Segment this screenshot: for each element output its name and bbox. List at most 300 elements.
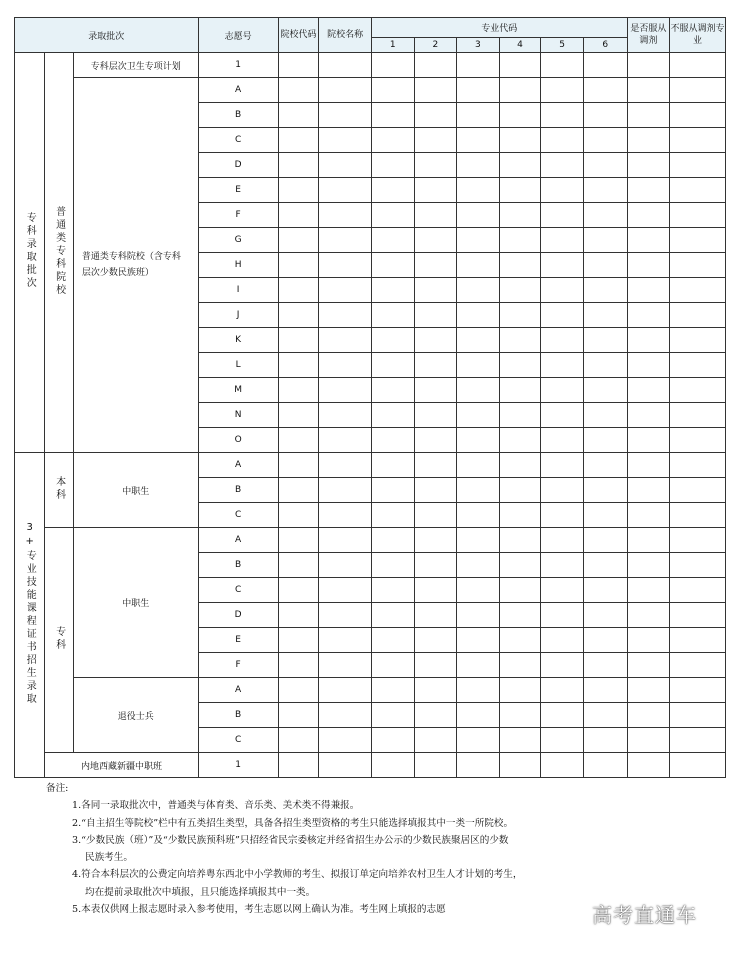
input-cell[interactable] bbox=[583, 553, 627, 578]
input-cell[interactable] bbox=[583, 478, 627, 503]
input-cell[interactable] bbox=[414, 728, 457, 753]
input-cell[interactable] bbox=[627, 528, 670, 553]
input-cell[interactable] bbox=[583, 678, 627, 703]
input-cell[interactable] bbox=[319, 328, 372, 353]
input-cell[interactable] bbox=[414, 328, 457, 353]
input-cell[interactable] bbox=[278, 728, 319, 753]
input-cell[interactable] bbox=[499, 228, 541, 253]
input-cell[interactable] bbox=[541, 628, 584, 653]
input-cell[interactable] bbox=[319, 653, 372, 678]
input-cell[interactable] bbox=[627, 503, 670, 528]
input-cell[interactable] bbox=[278, 78, 319, 103]
input-cell[interactable] bbox=[457, 528, 500, 553]
input-cell[interactable] bbox=[414, 353, 457, 378]
input-cell[interactable] bbox=[457, 228, 500, 253]
input-cell[interactable] bbox=[457, 203, 500, 228]
input-cell[interactable] bbox=[670, 128, 726, 153]
input-cell[interactable] bbox=[278, 678, 319, 703]
input-cell[interactable] bbox=[541, 53, 584, 78]
input-cell[interactable] bbox=[414, 753, 457, 778]
input-cell[interactable] bbox=[541, 103, 584, 128]
input-cell[interactable] bbox=[371, 628, 414, 653]
input-cell[interactable] bbox=[541, 253, 584, 278]
input-cell[interactable] bbox=[627, 253, 670, 278]
input-cell[interactable] bbox=[583, 328, 627, 353]
input-cell[interactable] bbox=[457, 728, 500, 753]
input-cell[interactable] bbox=[670, 328, 726, 353]
input-cell[interactable] bbox=[371, 128, 414, 153]
input-cell[interactable] bbox=[541, 578, 584, 603]
input-cell[interactable] bbox=[670, 203, 726, 228]
input-cell[interactable] bbox=[319, 178, 372, 203]
input-cell[interactable] bbox=[627, 228, 670, 253]
input-cell[interactable] bbox=[627, 453, 670, 478]
input-cell[interactable] bbox=[670, 653, 726, 678]
input-cell[interactable] bbox=[541, 678, 584, 703]
input-cell[interactable] bbox=[670, 703, 726, 728]
input-cell[interactable] bbox=[414, 428, 457, 453]
input-cell[interactable] bbox=[457, 278, 500, 303]
wish-letter: B bbox=[198, 478, 278, 503]
input-cell[interactable] bbox=[541, 528, 584, 553]
input-cell[interactable] bbox=[670, 753, 726, 778]
input-cell[interactable] bbox=[319, 703, 372, 728]
input-cell[interactable] bbox=[319, 78, 372, 103]
input-cell[interactable] bbox=[371, 703, 414, 728]
input-cell[interactable] bbox=[278, 703, 319, 728]
input-cell[interactable] bbox=[278, 553, 319, 578]
input-cell[interactable] bbox=[583, 353, 627, 378]
input-cell[interactable] bbox=[627, 128, 670, 153]
input-cell[interactable] bbox=[371, 578, 414, 603]
input-cell[interactable] bbox=[371, 553, 414, 578]
input-cell[interactable] bbox=[278, 303, 319, 328]
input-cell[interactable] bbox=[499, 503, 541, 528]
input-cell[interactable] bbox=[583, 278, 627, 303]
input-cell[interactable] bbox=[278, 228, 319, 253]
input-cell[interactable] bbox=[541, 128, 584, 153]
input-cell[interactable] bbox=[583, 428, 627, 453]
input-cell[interactable] bbox=[414, 503, 457, 528]
input-cell[interactable] bbox=[627, 403, 670, 428]
input-cell[interactable] bbox=[457, 478, 500, 503]
input-cell[interactable] bbox=[583, 578, 627, 603]
input-cell[interactable] bbox=[627, 153, 670, 178]
input-cell[interactable] bbox=[499, 378, 541, 403]
input-cell[interactable] bbox=[457, 703, 500, 728]
input-cell[interactable] bbox=[670, 153, 726, 178]
input-cell[interactable] bbox=[371, 503, 414, 528]
input-cell[interactable] bbox=[499, 153, 541, 178]
input-cell[interactable] bbox=[499, 428, 541, 453]
input-cell[interactable] bbox=[319, 153, 372, 178]
input-cell[interactable] bbox=[371, 453, 414, 478]
input-cell[interactable] bbox=[627, 353, 670, 378]
input-cell[interactable] bbox=[499, 528, 541, 553]
input-cell[interactable] bbox=[414, 678, 457, 703]
input-cell[interactable] bbox=[414, 253, 457, 278]
input-cell[interactable] bbox=[541, 603, 584, 628]
input-cell[interactable] bbox=[371, 528, 414, 553]
input-cell[interactable] bbox=[371, 53, 414, 78]
input-cell[interactable] bbox=[278, 103, 319, 128]
input-cell[interactable] bbox=[670, 603, 726, 628]
input-cell[interactable] bbox=[499, 678, 541, 703]
input-cell[interactable] bbox=[278, 278, 319, 303]
input-cell[interactable] bbox=[583, 53, 627, 78]
input-cell[interactable] bbox=[627, 478, 670, 503]
input-cell[interactable] bbox=[541, 328, 584, 353]
input-cell[interactable] bbox=[457, 428, 500, 453]
input-cell[interactable] bbox=[541, 503, 584, 528]
input-cell[interactable] bbox=[457, 103, 500, 128]
wish-letter: M bbox=[198, 378, 278, 403]
input-cell[interactable] bbox=[278, 53, 319, 78]
input-cell[interactable] bbox=[627, 703, 670, 728]
input-cell[interactable] bbox=[583, 153, 627, 178]
input-cell[interactable] bbox=[319, 428, 372, 453]
input-cell[interactable] bbox=[371, 203, 414, 228]
input-cell[interactable] bbox=[278, 353, 319, 378]
input-cell[interactable] bbox=[670, 528, 726, 553]
input-cell[interactable] bbox=[627, 203, 670, 228]
input-cell[interactable] bbox=[414, 453, 457, 478]
input-cell[interactable] bbox=[457, 453, 500, 478]
input-cell[interactable] bbox=[371, 78, 414, 103]
input-cell[interactable] bbox=[627, 303, 670, 328]
input-cell[interactable] bbox=[319, 128, 372, 153]
input-cell[interactable] bbox=[319, 203, 372, 228]
input-cell[interactable] bbox=[414, 378, 457, 403]
input-cell[interactable] bbox=[278, 203, 319, 228]
input-cell[interactable] bbox=[583, 178, 627, 203]
input-cell[interactable] bbox=[627, 728, 670, 753]
input-cell[interactable] bbox=[319, 278, 372, 303]
input-cell[interactable] bbox=[414, 528, 457, 553]
input-cell[interactable] bbox=[499, 353, 541, 378]
input-cell[interactable] bbox=[541, 78, 584, 103]
input-cell[interactable] bbox=[583, 78, 627, 103]
input-cell[interactable] bbox=[627, 753, 670, 778]
input-cell[interactable] bbox=[499, 578, 541, 603]
input-cell[interactable] bbox=[457, 578, 500, 603]
input-cell[interactable] bbox=[627, 278, 670, 303]
group-label: 普通类专科院校（含专科层次少数民族班） bbox=[73, 78, 198, 453]
input-cell[interactable] bbox=[670, 728, 726, 753]
input-cell[interactable] bbox=[583, 528, 627, 553]
input-cell[interactable] bbox=[278, 603, 319, 628]
input-cell[interactable] bbox=[583, 753, 627, 778]
input-cell[interactable] bbox=[371, 303, 414, 328]
input-cell[interactable] bbox=[371, 603, 414, 628]
input-cell[interactable] bbox=[583, 628, 627, 653]
input-cell[interactable] bbox=[414, 178, 457, 203]
input-cell[interactable] bbox=[319, 378, 372, 403]
input-cell[interactable] bbox=[371, 728, 414, 753]
input-cell[interactable] bbox=[457, 78, 500, 103]
input-cell[interactable] bbox=[414, 53, 457, 78]
input-cell[interactable] bbox=[371, 278, 414, 303]
input-cell[interactable] bbox=[541, 378, 584, 403]
input-cell[interactable] bbox=[627, 328, 670, 353]
wish-letter: E bbox=[198, 178, 278, 203]
sub-label: 专科 bbox=[53, 625, 65, 652]
input-cell[interactable] bbox=[457, 178, 500, 203]
input-cell[interactable] bbox=[499, 303, 541, 328]
input-cell[interactable] bbox=[414, 553, 457, 578]
input-cell[interactable] bbox=[371, 253, 414, 278]
input-cell[interactable] bbox=[414, 203, 457, 228]
input-cell[interactable] bbox=[457, 328, 500, 353]
input-cell[interactable] bbox=[457, 653, 500, 678]
input-cell[interactable] bbox=[499, 653, 541, 678]
input-cell[interactable] bbox=[499, 753, 541, 778]
input-cell[interactable] bbox=[583, 403, 627, 428]
input-cell[interactable] bbox=[414, 403, 457, 428]
input-cell[interactable] bbox=[499, 53, 541, 78]
input-cell[interactable] bbox=[499, 78, 541, 103]
sub-label-zhuanke bbox=[45, 528, 73, 753]
input-cell[interactable] bbox=[541, 228, 584, 253]
input-cell[interactable] bbox=[583, 653, 627, 678]
input-cell[interactable] bbox=[583, 503, 627, 528]
input-cell[interactable] bbox=[414, 578, 457, 603]
input-cell[interactable] bbox=[627, 578, 670, 603]
input-cell[interactable] bbox=[371, 353, 414, 378]
header-no-obey: 不服从调剂专业 bbox=[670, 18, 726, 53]
input-cell[interactable] bbox=[670, 228, 726, 253]
input-cell[interactable] bbox=[499, 103, 541, 128]
input-cell[interactable] bbox=[319, 628, 372, 653]
input-cell[interactable] bbox=[414, 303, 457, 328]
input-cell[interactable] bbox=[670, 78, 726, 103]
input-cell[interactable] bbox=[670, 553, 726, 578]
input-cell[interactable] bbox=[371, 753, 414, 778]
input-cell[interactable] bbox=[414, 228, 457, 253]
input-cell[interactable] bbox=[457, 303, 500, 328]
input-cell[interactable] bbox=[414, 103, 457, 128]
input-cell[interactable] bbox=[457, 678, 500, 703]
input-cell[interactable] bbox=[414, 653, 457, 678]
input-cell[interactable] bbox=[371, 428, 414, 453]
input-cell[interactable] bbox=[457, 353, 500, 378]
input-cell[interactable] bbox=[457, 378, 500, 403]
input-cell[interactable] bbox=[319, 528, 372, 553]
input-cell[interactable] bbox=[583, 378, 627, 403]
input-cell[interactable] bbox=[541, 203, 584, 228]
input-cell[interactable] bbox=[541, 428, 584, 453]
input-cell[interactable] bbox=[499, 253, 541, 278]
input-cell[interactable] bbox=[583, 103, 627, 128]
input-cell[interactable] bbox=[670, 503, 726, 528]
input-cell[interactable] bbox=[457, 403, 500, 428]
input-cell[interactable] bbox=[499, 478, 541, 503]
input-cell[interactable] bbox=[670, 453, 726, 478]
input-cell[interactable] bbox=[414, 78, 457, 103]
input-cell[interactable] bbox=[414, 603, 457, 628]
header-major-col: 6 bbox=[583, 38, 627, 53]
input-cell[interactable] bbox=[319, 578, 372, 603]
input-cell[interactable] bbox=[319, 728, 372, 753]
input-cell[interactable] bbox=[371, 178, 414, 203]
input-cell[interactable] bbox=[627, 603, 670, 628]
input-cell[interactable] bbox=[541, 653, 584, 678]
input-cell[interactable] bbox=[670, 353, 726, 378]
input-cell[interactable] bbox=[414, 128, 457, 153]
input-cell[interactable] bbox=[319, 303, 372, 328]
input-cell[interactable] bbox=[319, 678, 372, 703]
input-cell[interactable] bbox=[541, 153, 584, 178]
input-cell[interactable] bbox=[319, 753, 372, 778]
input-cell[interactable] bbox=[278, 528, 319, 553]
input-cell[interactable] bbox=[278, 453, 319, 478]
input-cell[interactable] bbox=[371, 328, 414, 353]
input-cell[interactable] bbox=[627, 103, 670, 128]
input-cell[interactable] bbox=[278, 378, 319, 403]
input-cell[interactable] bbox=[371, 403, 414, 428]
input-cell[interactable] bbox=[499, 278, 541, 303]
input-cell[interactable] bbox=[583, 703, 627, 728]
input-cell[interactable] bbox=[278, 428, 319, 453]
input-cell[interactable] bbox=[371, 378, 414, 403]
input-cell[interactable] bbox=[583, 253, 627, 278]
input-cell[interactable] bbox=[499, 553, 541, 578]
input-cell[interactable] bbox=[319, 53, 372, 78]
input-cell[interactable] bbox=[319, 103, 372, 128]
input-cell[interactable] bbox=[278, 253, 319, 278]
input-cell[interactable] bbox=[541, 403, 584, 428]
input-cell[interactable] bbox=[499, 403, 541, 428]
input-cell[interactable] bbox=[457, 628, 500, 653]
input-cell[interactable] bbox=[499, 203, 541, 228]
input-cell[interactable] bbox=[670, 303, 726, 328]
input-cell[interactable] bbox=[457, 53, 500, 78]
input-cell[interactable] bbox=[499, 728, 541, 753]
input-cell[interactable] bbox=[627, 553, 670, 578]
input-cell[interactable] bbox=[499, 453, 541, 478]
input-cell[interactable] bbox=[457, 153, 500, 178]
input-cell[interactable] bbox=[541, 478, 584, 503]
input-cell[interactable] bbox=[670, 178, 726, 203]
input-cell[interactable] bbox=[319, 478, 372, 503]
input-cell[interactable] bbox=[670, 678, 726, 703]
input-cell[interactable] bbox=[583, 603, 627, 628]
input-cell[interactable] bbox=[278, 403, 319, 428]
input-cell[interactable] bbox=[457, 503, 500, 528]
input-cell[interactable] bbox=[278, 503, 319, 528]
input-cell[interactable] bbox=[457, 128, 500, 153]
input-cell[interactable] bbox=[457, 603, 500, 628]
input-cell[interactable] bbox=[670, 253, 726, 278]
input-cell[interactable] bbox=[278, 153, 319, 178]
input-cell[interactable] bbox=[457, 753, 500, 778]
input-cell[interactable] bbox=[371, 228, 414, 253]
sub-label-benke bbox=[45, 453, 73, 528]
input-cell[interactable] bbox=[278, 328, 319, 353]
input-cell[interactable] bbox=[670, 478, 726, 503]
input-cell[interactable] bbox=[583, 453, 627, 478]
input-cell[interactable] bbox=[627, 78, 670, 103]
input-cell[interactable] bbox=[670, 403, 726, 428]
input-cell[interactable] bbox=[583, 128, 627, 153]
input-cell[interactable] bbox=[278, 478, 319, 503]
input-cell[interactable] bbox=[319, 603, 372, 628]
input-cell[interactable] bbox=[627, 428, 670, 453]
input-cell[interactable] bbox=[627, 653, 670, 678]
input-cell[interactable] bbox=[414, 153, 457, 178]
input-cell[interactable] bbox=[319, 228, 372, 253]
input-cell[interactable] bbox=[371, 478, 414, 503]
input-cell[interactable] bbox=[278, 653, 319, 678]
input-cell[interactable] bbox=[278, 753, 319, 778]
input-cell[interactable] bbox=[541, 703, 584, 728]
input-cell[interactable] bbox=[541, 453, 584, 478]
input-cell[interactable] bbox=[371, 678, 414, 703]
input-cell[interactable] bbox=[371, 103, 414, 128]
input-cell[interactable] bbox=[319, 253, 372, 278]
input-cell[interactable] bbox=[278, 178, 319, 203]
input-cell[interactable] bbox=[319, 353, 372, 378]
input-cell[interactable] bbox=[278, 128, 319, 153]
input-cell[interactable] bbox=[583, 203, 627, 228]
input-cell[interactable] bbox=[319, 453, 372, 478]
input-cell[interactable] bbox=[627, 178, 670, 203]
input-cell[interactable] bbox=[499, 628, 541, 653]
input-cell[interactable] bbox=[627, 378, 670, 403]
input-cell[interactable] bbox=[541, 553, 584, 578]
input-cell[interactable] bbox=[319, 553, 372, 578]
input-cell[interactable] bbox=[499, 178, 541, 203]
input-cell[interactable] bbox=[541, 278, 584, 303]
input-cell[interactable] bbox=[319, 403, 372, 428]
input-cell[interactable] bbox=[670, 53, 726, 78]
input-cell[interactable] bbox=[414, 278, 457, 303]
input-cell[interactable] bbox=[541, 178, 584, 203]
input-cell[interactable] bbox=[499, 603, 541, 628]
input-cell[interactable] bbox=[541, 728, 584, 753]
input-cell[interactable] bbox=[414, 628, 457, 653]
input-cell[interactable] bbox=[670, 103, 726, 128]
input-cell[interactable] bbox=[541, 353, 584, 378]
input-cell[interactable] bbox=[457, 253, 500, 278]
input-cell[interactable] bbox=[319, 503, 372, 528]
input-cell[interactable] bbox=[583, 228, 627, 253]
input-cell[interactable] bbox=[541, 753, 584, 778]
input-cell[interactable] bbox=[670, 428, 726, 453]
input-cell[interactable] bbox=[627, 628, 670, 653]
input-cell[interactable] bbox=[670, 578, 726, 603]
input-cell[interactable] bbox=[627, 53, 670, 78]
input-cell[interactable] bbox=[278, 578, 319, 603]
input-cell[interactable] bbox=[670, 628, 726, 653]
input-cell[interactable] bbox=[627, 678, 670, 703]
input-cell[interactable] bbox=[414, 478, 457, 503]
input-cell[interactable] bbox=[583, 728, 627, 753]
input-cell[interactable] bbox=[499, 328, 541, 353]
input-cell[interactable] bbox=[278, 628, 319, 653]
input-cell[interactable] bbox=[371, 153, 414, 178]
input-cell[interactable] bbox=[541, 303, 584, 328]
input-cell[interactable] bbox=[499, 128, 541, 153]
input-cell[interactable] bbox=[670, 378, 726, 403]
input-cell[interactable] bbox=[583, 303, 627, 328]
header-obey: 是否服从调剂 bbox=[627, 18, 670, 53]
input-cell[interactable] bbox=[499, 703, 541, 728]
input-cell[interactable] bbox=[670, 278, 726, 303]
input-cell[interactable] bbox=[371, 653, 414, 678]
input-cell[interactable] bbox=[457, 553, 500, 578]
input-cell[interactable] bbox=[414, 703, 457, 728]
